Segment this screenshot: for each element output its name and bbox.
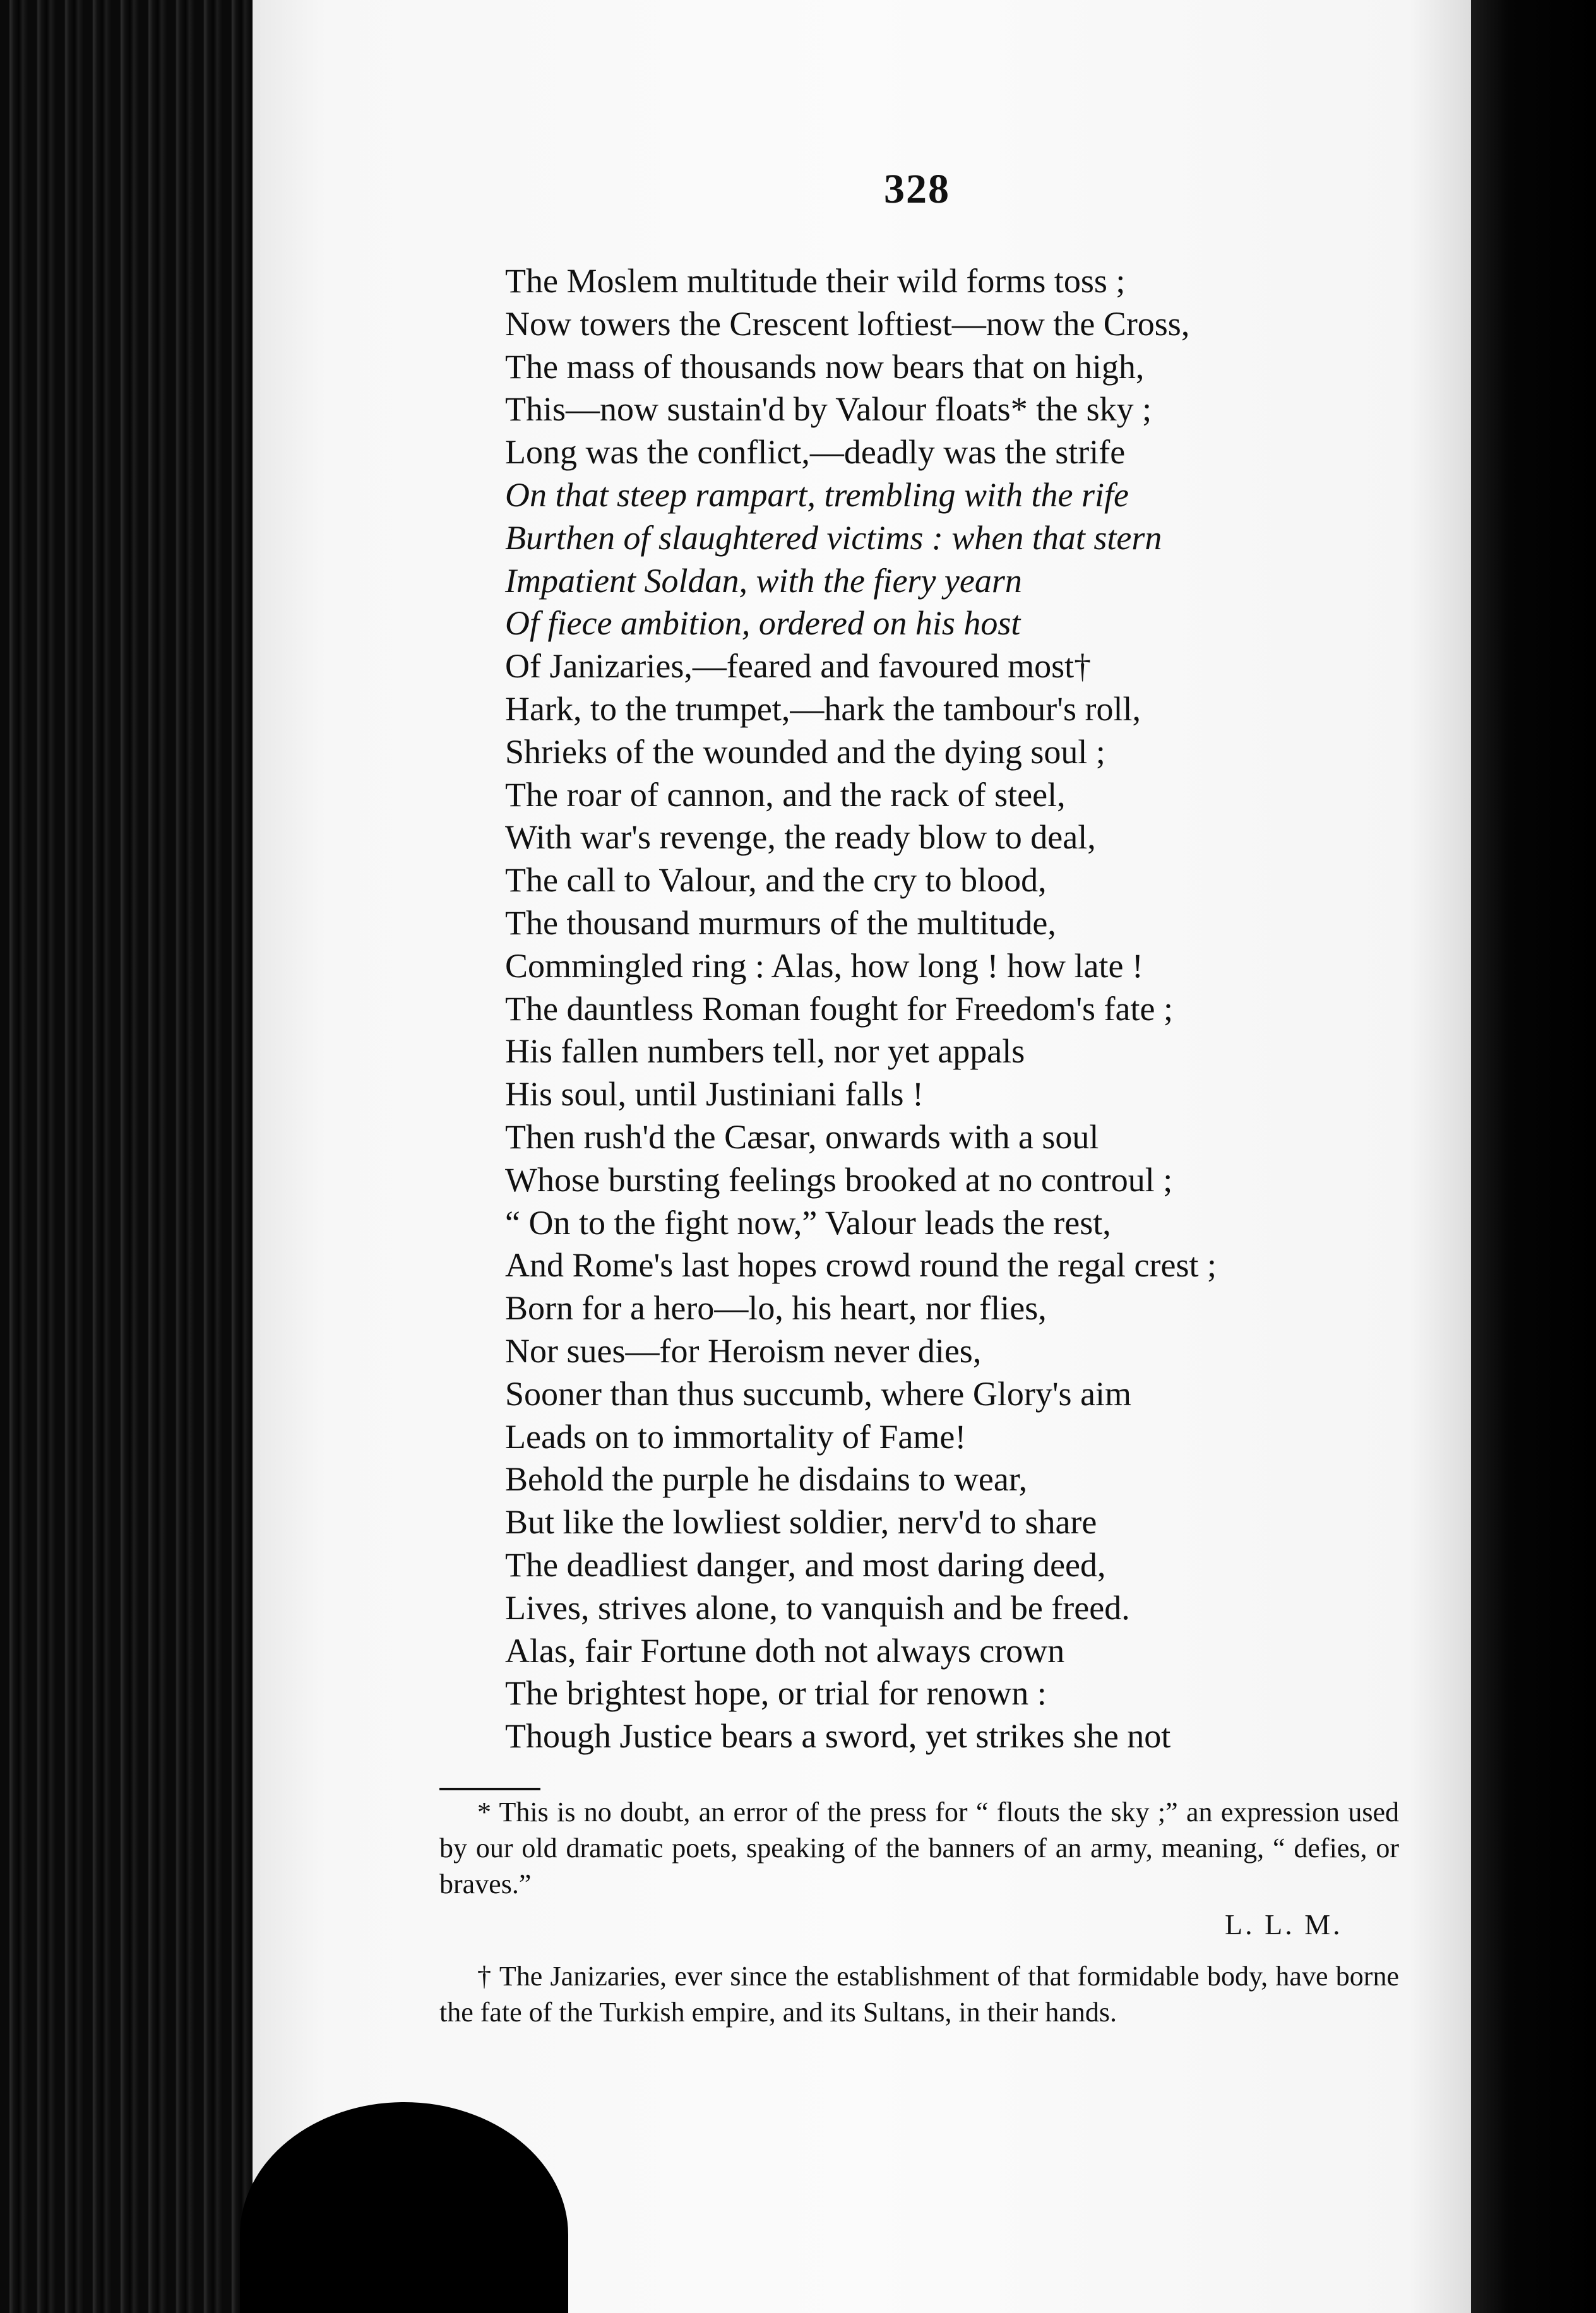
poem-line: Alas, fair Fortune doth not always crown <box>505 1631 1065 1670</box>
poem-line: Though Justice bears a sword, yet strikes she not <box>505 1717 1171 1756</box>
poem-line: Then rush'd the Cæsar, onwards with a soul <box>505 1117 1099 1156</box>
poem-line: With war's revenge, the ready blow to deal, <box>505 818 1096 857</box>
footnote-floats: * This is no doubt, an error of the press for “ flouts the sky ;” an expression used by our old dramatic poets, speaking of the banners of an army, meaning, “ defies, or braves.” <box>439 1797 1399 1900</box>
poem-line: This—now sustain'd by Valour floats* the sky ; <box>505 390 1152 429</box>
page-number: 328 <box>884 166 950 212</box>
poem-line: Behold the purple he disdains to wear, <box>505 1460 1028 1499</box>
poem-line: Leads on to immortality of Fame! <box>505 1417 967 1456</box>
poem-line: Of fiece ambition, ordered on his host <box>505 604 1021 643</box>
poem-line: The mass of thousands now bears that on high, <box>505 347 1145 386</box>
poem-line: Lives, strives alone, to vanquish and be freed. <box>505 1588 1130 1627</box>
poem-line: The brightest hope, or trial for renown : <box>505 1674 1047 1713</box>
poem-line: Hark, to the trumpet,—hark the tambour's roll, <box>505 689 1141 728</box>
poem-line: Long was the conflict,—deadly was the strife <box>505 433 1126 472</box>
poem-line: Sooner than thus succumb, where Glory's aim <box>505 1374 1132 1413</box>
poem-line: His soul, until Justiniani falls ! <box>505 1075 924 1114</box>
book-binding-gutter <box>0 0 253 2313</box>
poem-line: On that steep rampart, trembling with the rife <box>505 475 1129 514</box>
poem-line: Whose bursting feelings brooked at no controul ; <box>505 1160 1173 1199</box>
poem-line: Born for a hero—lo, his heart, nor flies, <box>505 1289 1047 1328</box>
poem-line: The deadliest danger, and most daring deed, <box>505 1545 1106 1584</box>
poem-line: Shrieks of the wounded and the dying soul ; <box>505 732 1105 771</box>
poem-line: Commingled ring : Alas, how long ! how late ! <box>505 946 1143 985</box>
footnote-janizaries: † The Janizaries, ever since the establishment of that formidable body, have borne the fate of the Turkish empire, and its Sultans, in their hands. <box>439 1961 1399 2028</box>
poem-line: The dauntless Roman fought for Freedom's fate ; <box>505 989 1173 1028</box>
footnote-divider <box>439 1788 540 1790</box>
poem-line: Of Janizaries,—feared and favoured most† <box>505 647 1092 686</box>
poem-line: His fallen numbers tell, nor yet appals <box>505 1032 1025 1071</box>
poem-line: And Rome's last hopes crowd round the regal crest ; <box>505 1246 1217 1285</box>
poem-line: The thousand murmurs of the multitude, <box>505 903 1056 942</box>
poem-text <box>505 260 1402 1758</box>
poem-line: Impatient Soldan, with the fiery yearn <box>505 561 1022 600</box>
poem-line: The call to Valour, and the cry to blood, <box>505 861 1047 900</box>
poem-line: The roar of cannon, and the rack of steel, <box>505 775 1066 814</box>
poem-line: Burthen of slaughtered victims : when that stern <box>505 518 1162 557</box>
right-page-edge-shadow <box>1471 0 1596 2313</box>
footnote-signature: L. L. M. <box>1225 1908 1343 1941</box>
poem-line: The Moslem multitude their wild forms toss ; <box>505 262 1126 300</box>
poem-line: Nor sues—for Heroism never dies, <box>505 1331 982 1370</box>
poem-line: “ On to the fight now,” Valour leads the rest, <box>505 1203 1111 1242</box>
poem-line: But like the lowliest soldier, nerv'd to share <box>505 1503 1097 1542</box>
poem-line: Now towers the Crescent loftiest—now the Cross, <box>505 304 1190 343</box>
